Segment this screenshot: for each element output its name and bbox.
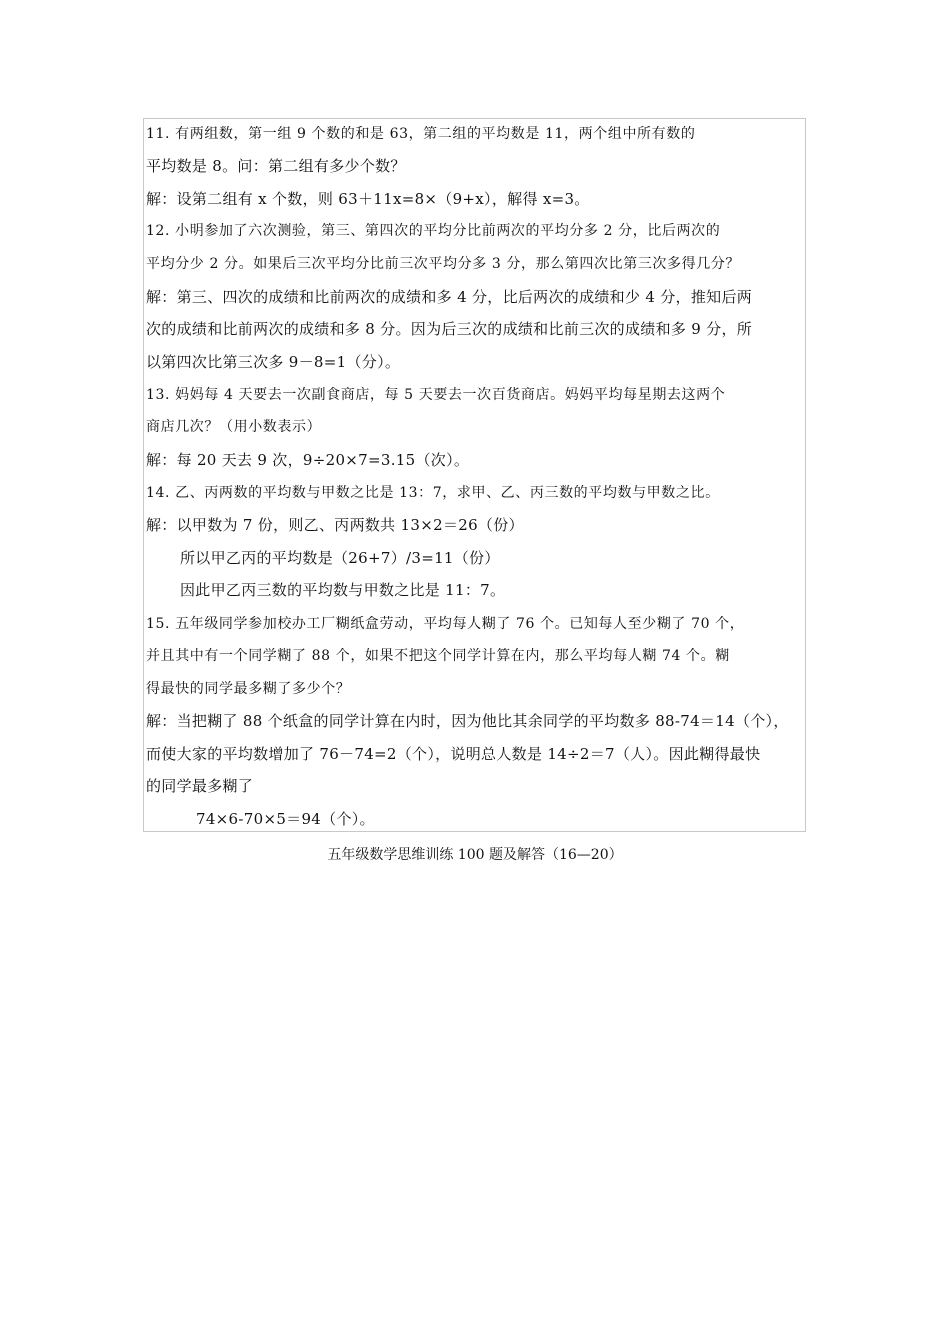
problem-13-line-1: 13. 妈妈每 4 天要去一次副食商店，每 5 天要去一次百货商店。妈妈平均每星期去这两个 xyxy=(146,387,726,403)
problem-15-line-1: 15. 五年级同学参加校办工厂糊纸盒劳动，平均每人糊了 76 个。已知每人至少糊了 70 个， xyxy=(146,616,745,632)
problem-13-line-2: 商店几次？（用小数表示） xyxy=(146,419,322,435)
solution-12-line-2: 次的成绩和比前两次的成绩和多 8 分。因为后三次的成绩和比前三次的成绩和多 9 分，所 xyxy=(146,320,753,338)
solution-11: 解：设第二组有 x 个数，则 63＋11x=8×（9+x），解得 x=3。 xyxy=(146,190,590,208)
problem-11-line-1: 11. 有两组数，第一组 9 个数的和是 63，第二组的平均数是 11，两个组中所有数的 xyxy=(146,126,696,142)
problem-11-line-2: 平均数是 8。问：第二组有多少个数？ xyxy=(146,157,406,175)
problem-15-line-2: 并且其中有一个同学糊了 88 个，如果不把这个同学计算在内，那么平均每人糊 74 个。糊 xyxy=(146,648,730,664)
solution-15-line-3: 的同学最多糊了 xyxy=(146,777,254,795)
problem-12-line-1: 12. 小明参加了六次测验，第三、第四次的平均分比前两次的平均分多 2 分，比后两次的 xyxy=(146,223,721,239)
solution-15-line-4: 74×6-70×5＝94（个）。 xyxy=(196,810,375,828)
solution-14-line-1: 解：以甲数为 7 份，则乙、丙两数共 13×2＝26（份） xyxy=(146,516,524,534)
solution-15-line-2: 而使大家的平均数增加了 76－74=2（个），说明总人数是 14÷2＝7（人）。因此糊得最快 xyxy=(146,745,761,763)
solution-13: 解：每 20 天去 9 次，9÷20×7=3.15（次）。 xyxy=(146,451,470,469)
problem-14: 14. 乙、丙两数的平均数与甲数之比是 13：7，求甲、乙、丙三数的平均数与甲数之比。 xyxy=(146,485,720,501)
solution-12-line-1: 解：第三、四次的成绩和比前两次的成绩和多 4 分，比后两次的成绩和少 4 分，推知后两 xyxy=(146,288,753,306)
section-caption: 五年级数学思维训练 100 题及解答（16—20） xyxy=(327,847,623,863)
problem-15-line-3: 得最快的同学最多糊了多少个？ xyxy=(146,681,351,697)
solution-14-line-2: 所以甲乙丙的平均数是（26+7）/3=11（份） xyxy=(180,549,500,567)
solution-14-line-3: 因此甲乙丙三数的平均数与甲数之比是 11：7。 xyxy=(180,581,506,599)
solution-15-line-1: 解：当把糊了 88 个纸盒的同学计算在内时，因为他比其余同学的平均数多 88-74＝14（个）， xyxy=(146,712,789,730)
solution-12-line-3: 以第四次比第三次多 9－8=1（分）。 xyxy=(146,353,401,371)
problem-12-line-2: 平均分少 2 分。如果后三次平均分比前三次平均分多 3 分，那么第四次比第三次多得几分？ xyxy=(146,256,741,272)
